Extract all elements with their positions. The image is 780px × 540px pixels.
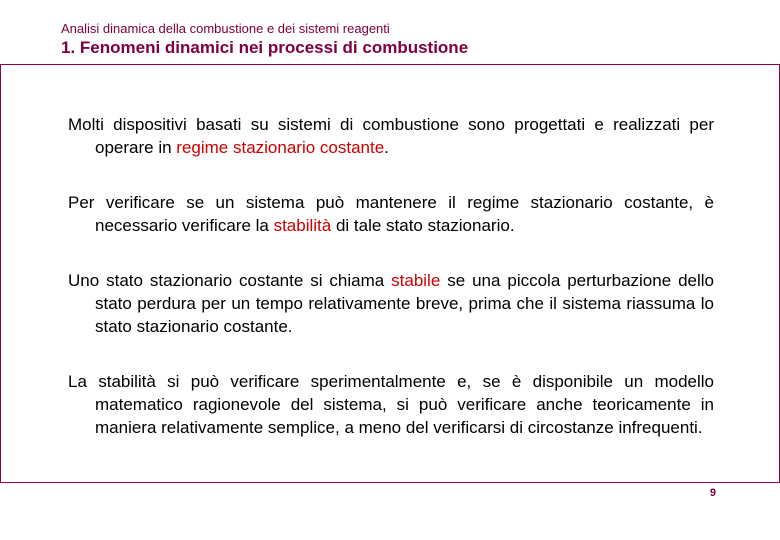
paragraph-3-end: se una piccola perturbazione dello stato perdura per un tempo relativamente breve, prima che il sistema riassuma lo stato stazionario costante.	[95, 271, 715, 336]
paragraph-3-text: Uno stato stazionario costante si chiama	[68, 271, 392, 290]
paragraph-2	[68, 191, 714, 237]
paragraph-1-text: Molti dispositivi basati su sistemi di combustione sono progettati e realizzati per operare in	[68, 115, 714, 157]
paragraph-2-end: di tale stato stazionario.	[331, 216, 515, 235]
header-subtitle: Analisi dinamica della combustione e dei sistemi reagenti	[61, 21, 390, 36]
highlight-stabilita: stabilità	[273, 216, 332, 235]
paragraph-1	[68, 113, 714, 159]
paragraph-4-text: La stabilità si può verificare sperimentalmente e, se è disponibile un modello matematico ragionevole del sistema, si può verificare anche teoricamente in maniera relativamente semplice, a meno del verificarsi di circostanze infrequenti.	[68, 372, 714, 437]
slide-body	[68, 113, 714, 471]
paragraph-3	[68, 269, 714, 338]
paragraph-4	[68, 370, 714, 439]
page-title: 1. Fenomeni dinamici nei processi di combustione	[61, 38, 469, 57]
highlight-regime-stazionario: regime stazionario costante	[176, 138, 385, 157]
paragraph-1-end: .	[384, 138, 389, 157]
paragraph-2-text: Per verificare se un sistema può mantenere il regime stazionario costante, è necessario verificare la	[68, 193, 714, 235]
highlight-stabile: stabile	[391, 271, 441, 290]
page-number: 9	[709, 487, 716, 499]
